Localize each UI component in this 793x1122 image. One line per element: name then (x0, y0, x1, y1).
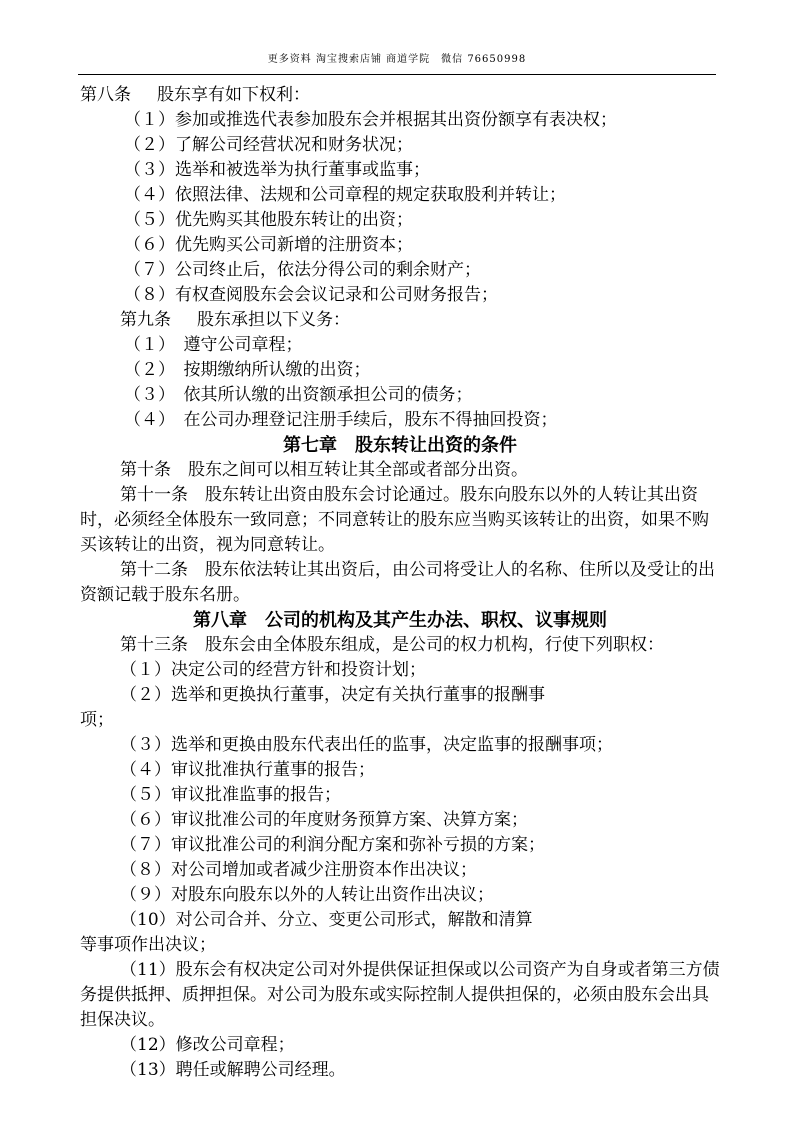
chapter-7-heading: 第七章 股东转让出资的条件 (283, 435, 517, 456)
article-8-item: （８）有权查阅股东会会议记录和公司财务报告； (124, 285, 498, 305)
article-10: 第十条 股东之间可以相互转让其全部或者部分出资。 (120, 460, 528, 480)
article-9-text: 股东承担以下义务： (197, 310, 350, 330)
article-13-item: （８）对公司增加或者减少注册资本作出决议； (120, 860, 477, 880)
article-9-item: （３） 依其所认缴的出资额承担公司的债务； (124, 385, 473, 405)
article-8-item: （７）公司终止后，依法分得公司的剩余财产； (124, 260, 481, 280)
article-13-item-continuation: 项； (80, 710, 114, 730)
article-8-title: 第八条 (80, 85, 131, 105)
article-12: 第十二条 股东依法转让其出资后，由公司将受让人的名称、住所以及受让的出资额记载于股东名册。 (80, 560, 715, 605)
article-13-item: （13）聘任或解聘公司经理。 (120, 1060, 346, 1080)
document-body (80, 83, 720, 1083)
article-8-item: （６）优先购买公司新增的注册资本； (124, 235, 413, 255)
page-header: 更多资料 淘宝搜索店铺 商道学院 微信 76650998 (78, 52, 716, 75)
article-13-item-continuation: 等事项作出决议； (80, 935, 216, 955)
article-13-item: （４）审议批准执行董事的报告； (120, 760, 375, 780)
article-8-text: 股东享有如下权利： (157, 85, 310, 105)
chapter-8-heading: 第八章 公司的机构及其产生办法、职权、议事规则 (193, 610, 607, 631)
article-9-heading (80, 308, 720, 333)
article-9-item: （１） 遵守公司章程； (124, 335, 303, 355)
article-13-item: （６）审议批准公司的年度财务预算方案、决算方案； (120, 810, 528, 830)
article-13-item: （５）审议批准监事的报告； (120, 785, 341, 805)
article-13-item: （９）对股东向股东以外的人转让出资作出决议； (120, 885, 494, 905)
article-13-item-11: （11）股东会有权决定公司对外提供保证担保或以公司资产为自身或者第三方债务提供抵押、质押担保。对公司为股东或实际控制人提供担保的，必须由股东会出具担保决议。 (80, 960, 720, 1030)
article-8-item: （２）了解公司经营状况和财务状况； (124, 135, 413, 155)
article-11: 第十一条 股东转让出资由股东会讨论通过。股东向股东以外的人转让其出资时，必须经全体股东一致同意；不同意转让的股东应当购买该转让的出资，如果不购买该转让的出资，视为同意转让。 (80, 485, 709, 555)
article-8-item: （５）优先购买其他股东转让的出资； (124, 210, 413, 230)
article-13-item: （３）选举和更换由股东代表出任的监事，决定监事的报酬事项； (120, 735, 613, 755)
article-9-item: （２） 按期缴纳所认缴的出资； (124, 360, 371, 380)
article-8-heading (80, 83, 720, 108)
article-13: 第十三条 股东会由全体股东组成，是公司的权力机构，行使下列职权： (120, 635, 664, 655)
article-9-item: （４） 在公司办理登记注册手续后，股东不得抽回投资； (124, 410, 558, 430)
article-13-item: （２）选举和更换执行董事，决定有关执行董事的报酬事 (120, 685, 545, 705)
article-8-item: （３）选举和被选举为执行董事或监事； (124, 160, 430, 180)
article-13-item: （10）对公司合并、分立、变更公司形式，解散和清算 (120, 910, 533, 930)
article-9-title: 第九条 (120, 310, 171, 330)
article-13-item: （12）修改公司章程； (120, 1035, 295, 1055)
article-8-item: （１）参加或推选代表参加股东会并根据其出资份额享有表决权； (124, 110, 617, 130)
article-13-item: （１）决定公司的经营方针和投资计划； (120, 660, 426, 680)
article-8-item: （４）依照法律、法规和公司章程的规定获取股利并转让； (124, 185, 566, 205)
article-13-item: （７）审议批准公司的利润分配方案和弥补亏损的方案； (120, 835, 545, 855)
